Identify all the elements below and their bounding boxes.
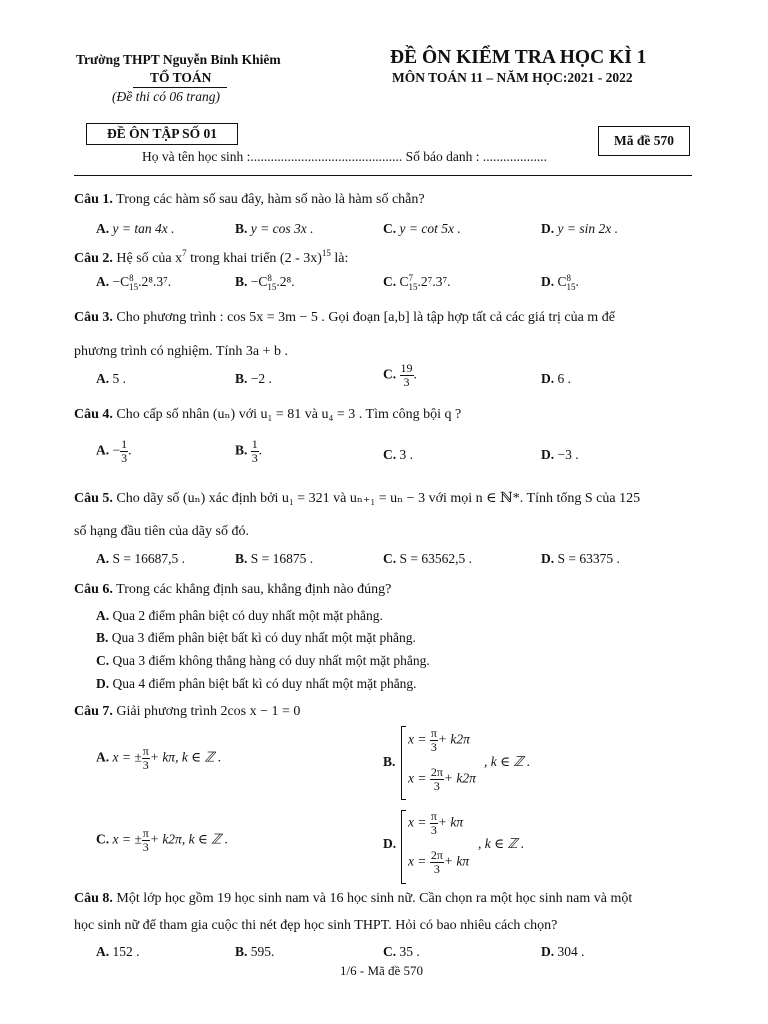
question-7-option-d-suffix: , k ∈ ℤ .	[478, 836, 525, 851]
question-2: Câu 2. Hệ số của $x^7$ trong khai triển (2 - 3x)$^{15}$ là:	[74, 248, 349, 266]
exam-subject: MÔN TOÁN 11 – NĂM HỌC:2021 - 2022	[392, 70, 633, 85]
question-6-option-c: C. Qua 3 điểm không thẳng hàng có duy nhất một mặt phẳng.	[96, 653, 430, 668]
question-7-option-b-row-1: x = $\frac{\pi}{3}$ + k2π	[408, 726, 470, 754]
question-7-option-b-bracket	[401, 726, 406, 800]
question-4-option-a: A. − $\frac{1}{3}$ .	[96, 437, 132, 465]
question-3-line-2: phương trình có nghiệm. Tính 3a + b .	[74, 344, 288, 359]
question-1-option-d: D. y = sin 2x .	[541, 221, 618, 236]
question-7-option-b-row-2: x = $\frac{2\pi}{3}$ + k2π	[408, 765, 476, 793]
header-divider	[74, 175, 692, 176]
question-2-option-a: A. −C 8 15 .2⁸.3⁷.	[96, 273, 172, 292]
question-2-option-d: D. C 8 15 .	[541, 273, 579, 292]
question-6-option-b: B. Qua 3 điểm phân biệt bất kì có duy nhất một mặt phẳng.	[96, 630, 416, 645]
question-8-option-a: A. 152 .	[96, 944, 140, 959]
question-7: Câu 7. Giải phương trình 2cos x − 1 = 0	[74, 704, 301, 719]
department-name: TỔ TOÁN	[150, 70, 212, 85]
question-7-option-d-row-2: x = $\frac{2\pi}{3}$ + kπ	[408, 848, 470, 876]
question-5-line-1: Câu 5. Cho dãy số (uₙ) xác định bởi u₁ = 321 và uₙ₊₁ = uₙ − 3 với mọi n ∈ ℕ*. Tính tổng S của 125	[74, 491, 641, 506]
question-7-option-b-suffix: , k ∈ ℤ .	[484, 754, 531, 769]
question-1-option-a: A. y = tan 4x .	[96, 221, 175, 236]
question-7-option-c: C. x = ± $\frac{\pi}{3}$ + k2π, k ∈ ℤ .	[96, 826, 229, 854]
question-5-option-c: C. S = 63562,5 .	[383, 551, 472, 566]
question-1: Câu 1. Trong các hàm số sau đây, hàm số nào là hàm số chẵn?	[74, 192, 425, 207]
question-7-option-b-key: B.	[383, 754, 396, 769]
question-1-option-b: B. y = cos 3x .	[235, 221, 314, 236]
student-info-line: Họ và tên học sinh :............................................. Số báo danh : ...................	[142, 149, 547, 164]
question-4-option-b: B. $\frac{1}{3}$ .	[235, 437, 263, 465]
question-8-line-2: học sinh nữ để tham gia cuộc thi nét đẹp học sinh THPT. Hỏi có bao nhiêu cách chọn?	[74, 918, 558, 933]
question-5-line-2: số hạng đầu tiên của dãy số đó.	[74, 524, 249, 539]
question-5-option-a: A. S = 16687,5 .	[96, 551, 185, 566]
question-5-option-d: D. S = 63375 .	[541, 551, 620, 566]
department-underline	[133, 87, 227, 88]
question-3-line-1: Câu 3. Cho phương trình : cos 5x = 3m − 5 . Gọi đoạn [a,b] là tập hợp tất cả các giá trị của m để	[74, 310, 615, 325]
question-1-option-c: C. y = cot 5x .	[383, 221, 461, 236]
question-7-option-a: A. x = ± $\frac{\pi}{3}$ + kπ, k ∈ ℤ .	[96, 744, 222, 772]
question-4: Câu 4. Cho cấp số nhân (uₙ) với u₁ = 81 và u₄ = 3 . Tìm công bội q ?	[74, 407, 462, 422]
page-footer: 1/6 - Mã đề 570	[340, 963, 424, 978]
question-6-option-d: D. Qua 4 điểm phân biệt bất kì có duy nhất một mặt phẳng.	[96, 676, 417, 691]
question-5-option-b: B. S = 16875 .	[235, 551, 314, 566]
question-3-option-d: D. 6 .	[541, 371, 571, 386]
question-3-option-b: B. −2 .	[235, 371, 272, 386]
exam-title: ĐỀ ÔN KIỂM TRA HỌC KÌ 1	[390, 47, 647, 68]
exam-code-box: Mã đề 570	[598, 126, 690, 156]
question-3-option-a: A. 5 .	[96, 371, 126, 386]
question-8-option-b: B. 595.	[235, 944, 275, 959]
question-8-line-1: Câu 8. Một lớp học gồm 19 học sinh nam và 16 học sinh nữ. Cần chọn ra một học sinh nam và một	[74, 891, 633, 906]
question-8-option-d: D. 304 .	[541, 944, 585, 959]
question-6: Câu 6. Trong các khẳng định sau, khẳng định nào đúng?	[74, 582, 392, 597]
pages-note: (Đề thi có 06 trang)	[112, 89, 220, 104]
question-7-option-d-bracket	[401, 810, 406, 884]
question-2-option-b: B. −C 8 15 .2⁸.	[235, 273, 295, 292]
question-6-option-a: A. Qua 2 điểm phân biệt có duy nhất một mặt phẳng.	[96, 608, 383, 623]
school-name: Trường THPT Nguyễn Bỉnh Khiêm	[76, 52, 281, 67]
question-4-option-c: C. 3 .	[383, 447, 413, 462]
question-3-option-c: C. $\frac{19}{3}$ .	[383, 361, 417, 389]
question-8-option-c: C. 35 .	[383, 944, 420, 959]
question-2-option-c: C. C 7 15 .2⁷.3⁷.	[383, 273, 451, 292]
question-4-option-d: D. −3 .	[541, 447, 579, 462]
question-7-option-d-row-1: x = $\frac{\pi}{3}$ + kπ	[408, 809, 464, 837]
question-7-option-d-key: D.	[383, 836, 397, 851]
exam-set-box: ĐỀ ÔN TẬP SỐ 01	[86, 123, 238, 145]
